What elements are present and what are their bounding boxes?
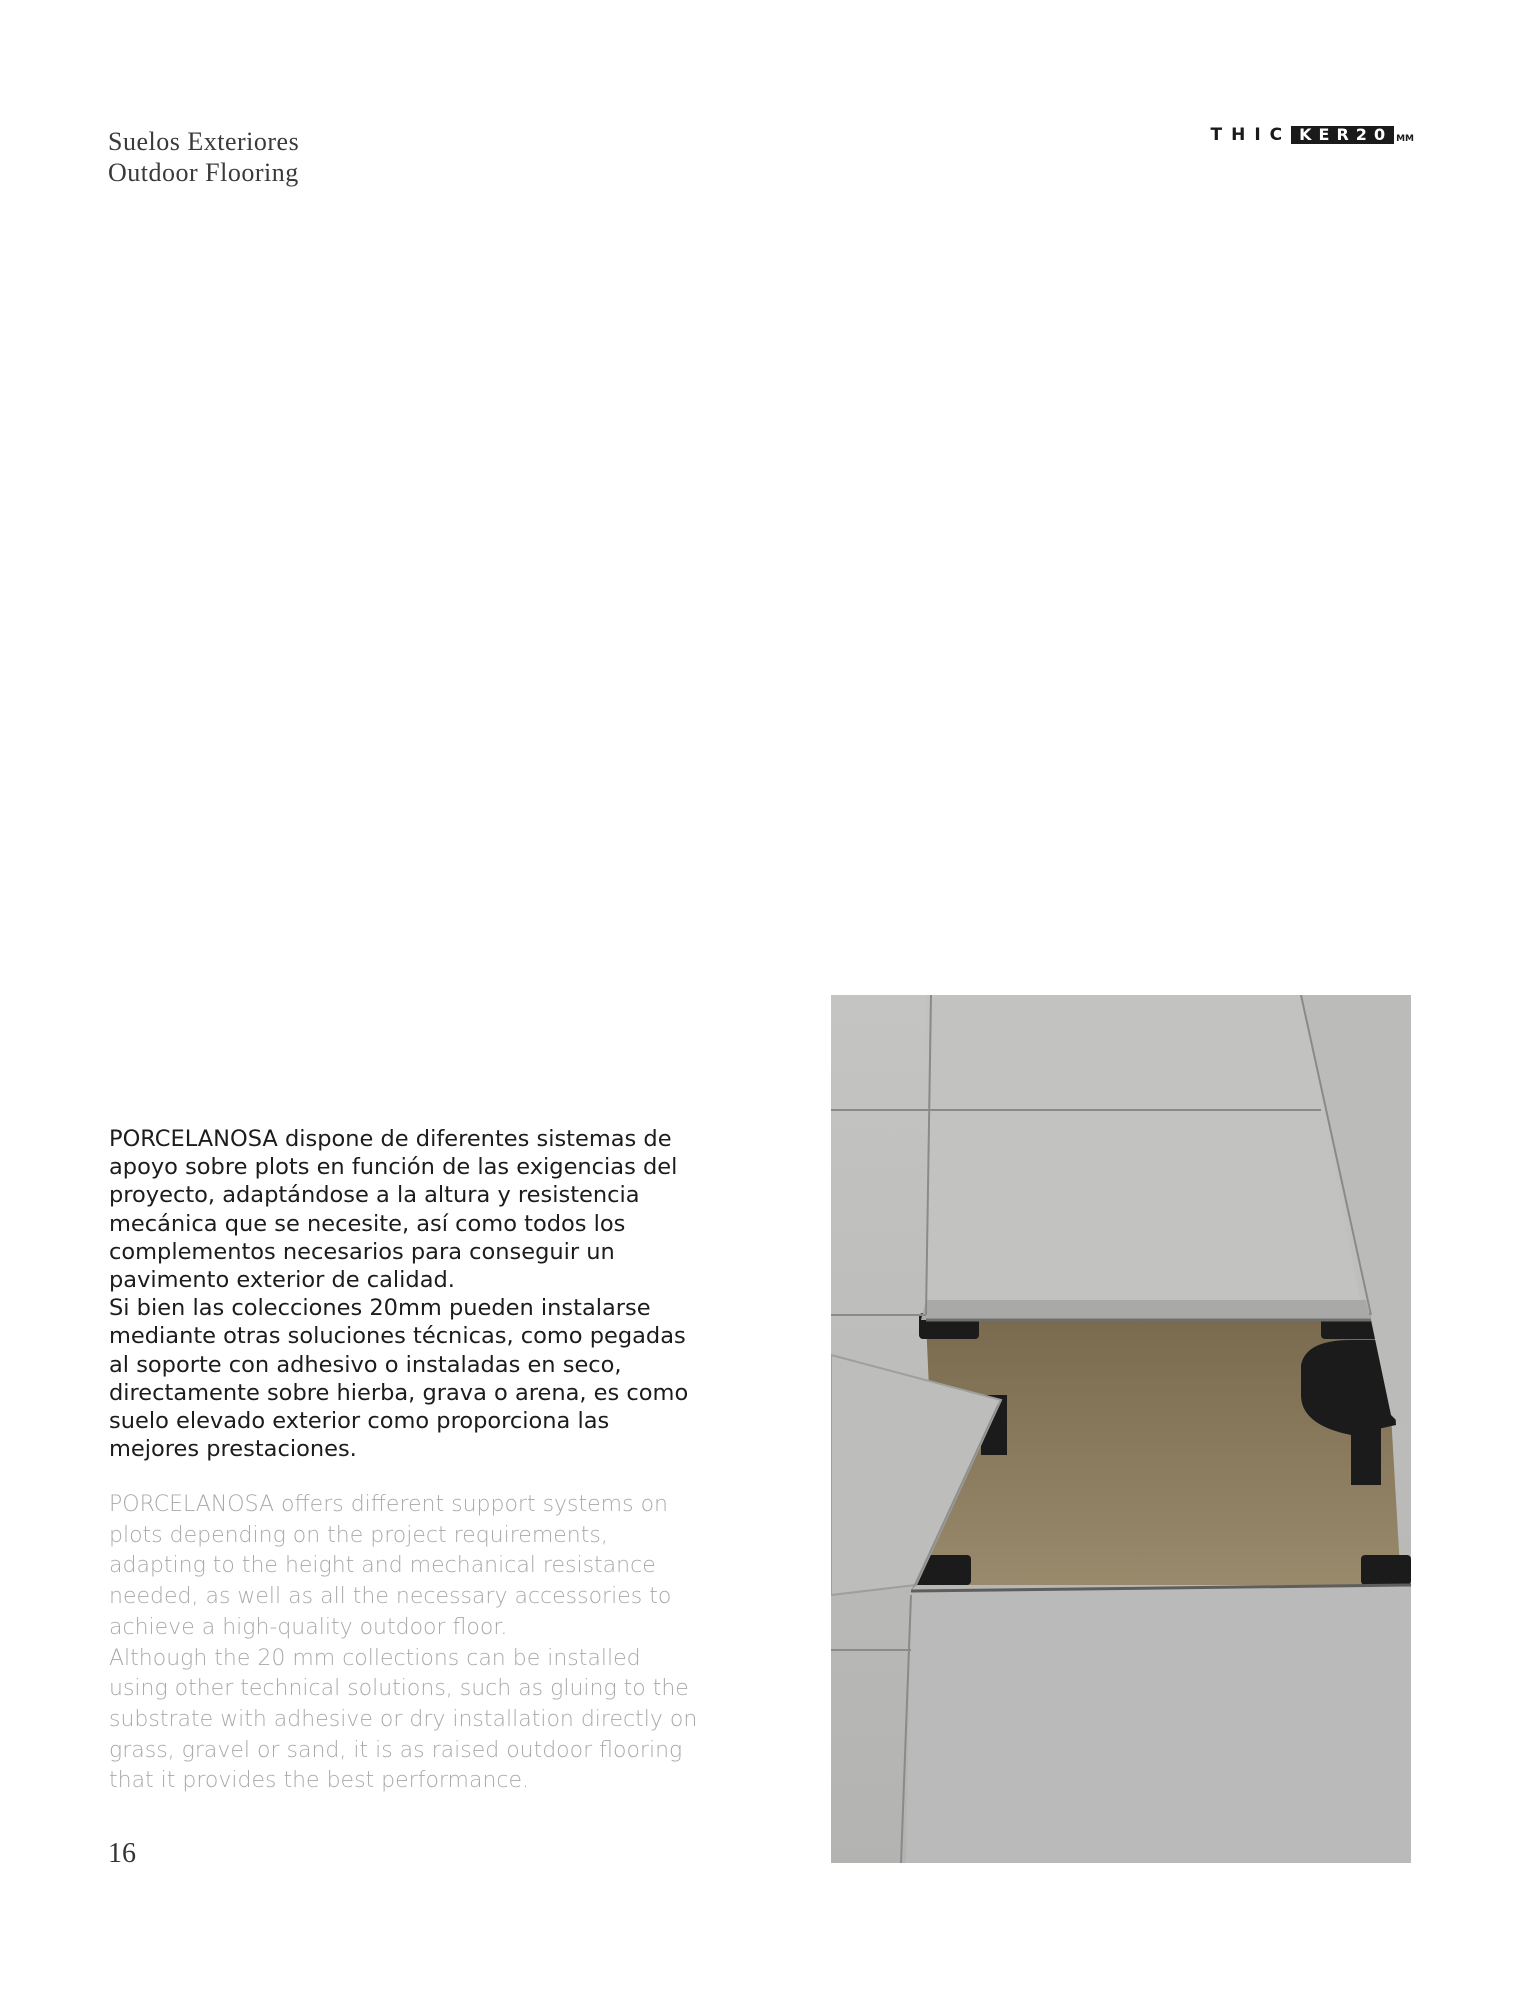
brand-logo-part1: THIC [1210, 125, 1292, 145]
paragraph-es-1: PORCELANOSA dispone de diferentes sistemas de apoyo sobre plots en función de las exigencias del proyecto, adaptándose a la altura y resistencia mecánica que se necesite, así como todos los complementos necesarios para conseguir un pavimento exterior de calidad. [109, 1126, 678, 1294]
paragraph-en-2: Although the 20 mm collections can be installed using other technical solutions, such as gluing to the substrate with adhesive or dry installation directly on grass, gravel or sand, it is as raised outdoor flooring that it provides the best performance. [109, 1645, 698, 1794]
section-title-es: Suelos Exteriores [108, 127, 300, 156]
paragraph-en-1: PORCELANOSA offers different support systems on plots depending on the project requirements, adapting to the height and mechanical resistance needed, as well as all the necessary accessories to achieve a high-quality outdoor floor. [109, 1492, 672, 1640]
body-text-es [109, 1125, 699, 1463]
paragraph-es-2: Si bien las colecciones 20mm pueden instalarse mediante otras soluciones técnicas, como pegadas al soporte con adhesivo o instaladas en seco, directamente sobre hierba, grava o arena, es como suelo elevado exterior como proporciona las mejores prestaciones. [109, 1295, 689, 1463]
brand-logo [1211, 124, 1414, 146]
body-text-en [109, 1490, 699, 1797]
section-title [108, 126, 299, 188]
section-title-en: Outdoor Flooring [108, 158, 299, 187]
raised-floor-photo [831, 995, 1411, 1863]
page-number: 16 [108, 1838, 136, 1869]
brand-logo-part2: KER20 [1291, 126, 1394, 144]
brand-logo-part3: MM [1396, 134, 1414, 144]
